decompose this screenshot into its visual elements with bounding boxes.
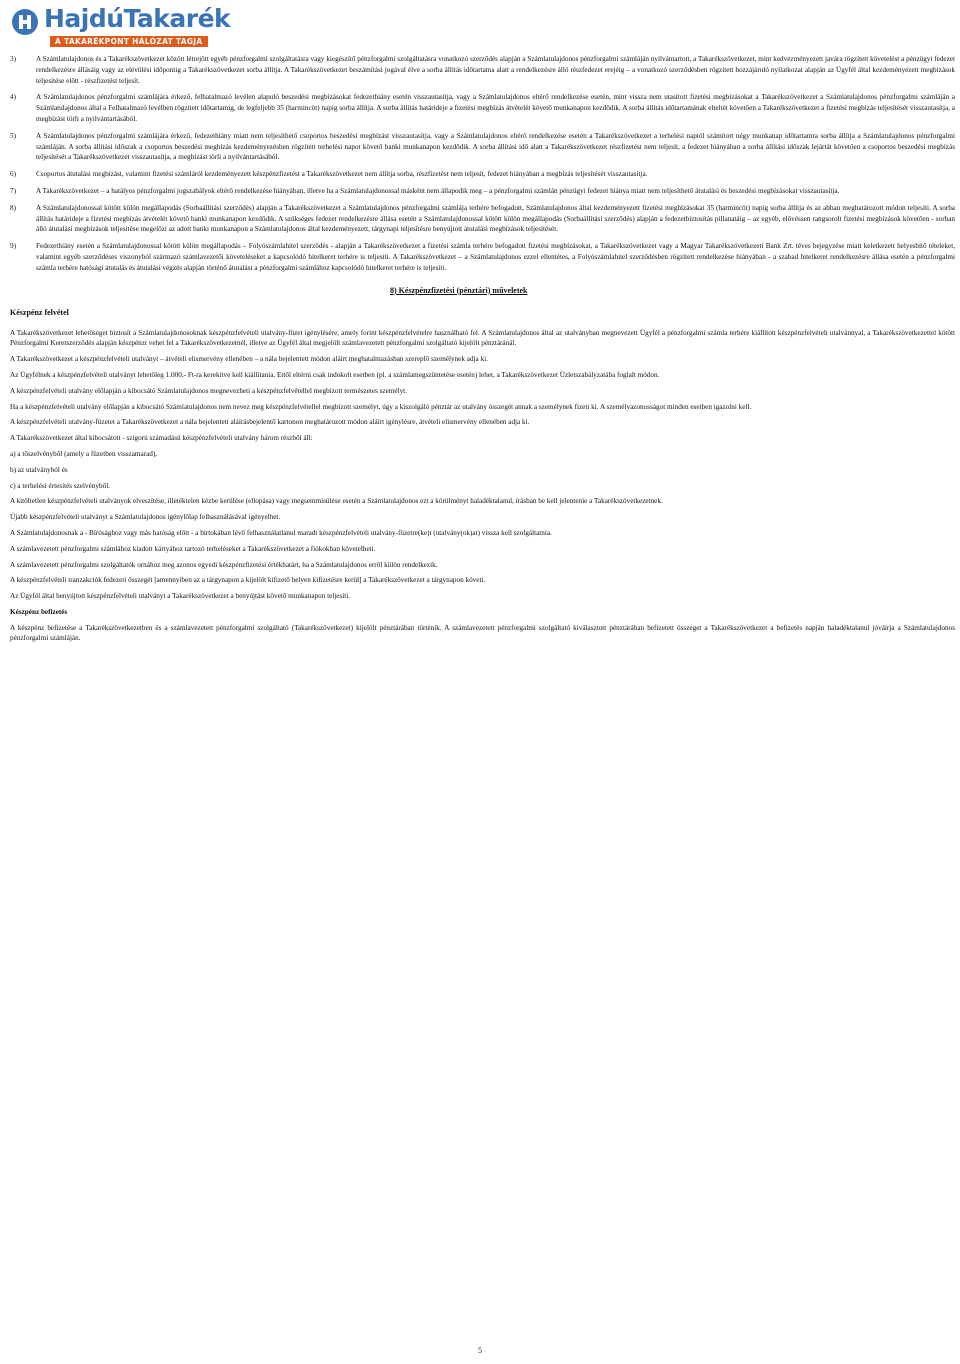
paragraph: A Takarékszövetkezet lehetőséget biztosít a Számlatulajdonosoknak készpénzfelvételi utalvány-füzet igénylésére, amely forint készpénzfelvételre használható fel. A Számlatulajdonos által az utalványban megnevezett Ügyfél a pénzforgalmi számla terhére kiállított készpénzfelvételi utalvánnyal, a Takarékszövetkezettel kötött Pénzforgalmi Keretszerződés alapján készpénzt vehet fel a Takarékszövetkezetnél, illetve az Ügyfél által megjelölt számlavezetett pénzforgalmi szolgáltató kijelölt pénztáránál.	[10, 328, 955, 348]
subheading-cash-deposit: Készpénz befizetés	[10, 607, 68, 616]
section-number: 4)	[10, 93, 16, 102]
section-4	[10, 92, 955, 124]
brand-logo	[10, 4, 240, 50]
section-text: A Számlatulajdonos pénzforgalmi számlájára érkező, fedezethiány miatt nem teljesíthető csoportos beszedési megbízást visszautasítja, vagy a Számlatulajdonos eltérő rendelkezése esetén a Takarékszövetkezet a terhelési naptól számított négy munkanap időtartamra sorba állítja a Számlatulajdonos pénzforgalmi számláján. A sorba állítási időszak a csoportos beszedési megbízás kezdeményezésben rögzített terhelési napot követő banki munkanapon kezdődik. A sorba állítási idő alatt a Takarékszövetkezet részfizetést nem teljesít, a fedezet hiányában a sorba állítási időszak lejártát követően a csoportos beszedési megbízás teljesítését a Takarékszövetkezet visszautasítja, a megbízást törli a nyilvántartásából.	[36, 131, 955, 162]
section-number: 5)	[10, 131, 16, 140]
paragraph: A kitöltetlen készpénzfelvételi utalványok elveszítése, illetéktelen kézbe kerülése (ellopása) vagy megsemmisülése esetén a Számlatulajdonos ezt a körülményt haladéktalanul, írásban be kell jelentenie a Takarékszövetkezetnek.	[10, 497, 663, 506]
section-8	[10, 203, 955, 235]
section-3	[10, 54, 955, 86]
section-text: A Számlatulajdonos és a Takarékszövetkezet között létrejött egyéb pénzforgalmi szolgáltatásra vagy kiegészítő pénzforgalmi szolgáltatásra vonatkozó szerződés alapján a Számlatulajdonos pénzforgalmi számláján nyilvántartott, a Takarékszövetkezet, mint kedvezményezett javára rögzített követelést a pénzügyi fedezet rendelkezésre állásáig vagy az elévülési időpontig a Takarékszövetkezet sorba állítja. A Takarékszövetkezet beszámítási jogával élve a sorba állítás időtartama alatt a rendelkezésre álló részfedezet erejéig – a vonatkozó szerződésben rögzített hozzájáruló nyilatkozat alapján az Ügyfél által kezdeményezett megbízások teljesítése előtt - részfizetést teljesít.	[36, 55, 955, 85]
section-number: 9)	[10, 242, 16, 251]
section-text: Csoportos átutalási megbízást, valamint fizetési számláról kezdeményezett készpénzfizetést a Takarékszövetkezet nem állítja sorba, részfizetést nem teljesít, fedezet hiányában a megbízás teljesítését visszautasítja.	[36, 170, 648, 179]
paragraph: A számlavezetett pénzforgalmi szolgáltatók ornához meg azonos egyedi készpénzfizetési értékhatárt, ha a Számlatulajdonos erről külön rendelkezik.	[10, 560, 438, 569]
paragraph: A készpénzfelvételi utalvány-füzetet a Takarékszövetkezet a nála bejelentett aláírásbejelentő kartonon meghatározott módon aláírt igénylésre, átvételi elismervény ellenében adja ki.	[10, 418, 530, 427]
section-5	[10, 131, 955, 163]
section-6	[10, 169, 955, 180]
paragraph: A készpénzfelvételi tranzakciók fedezeti összegét [amennyiben az a tárgynapon a kijelölt kifizető helyen kifizetésre kerül] a Takarékszövetkezet a tárgynapon követi.	[10, 576, 486, 585]
paragraph: Az Ügyfélnek a készpénzfelvételi utalványt lehetőleg 1.000,- Ft-ra kerekítve kell kiállítania. Ettől eltérni csak indokolt esetben (pl. a számlamegszüntetése esetén) lehet, a Takarékszövetkezet Üzletszabályzatába foglalt módon.	[10, 370, 660, 379]
brand-part-2: Takarék	[123, 4, 231, 33]
paragraph: A Takarékszövetkezet által kibocsátott - szigorú számadású készpénzfelvételi utalvány három részből áll:	[10, 434, 313, 443]
section-number: 6)	[10, 170, 16, 179]
list-item: b) az utalványból és	[10, 465, 68, 474]
list-item: c) a terhelési értesítés szelvényből.	[10, 481, 110, 490]
paragraph: A készpénzfelvételi utalvány előlapján a kibocsátó Számlatulajdonos megnevezheti a készpénzfelvétellel megbízott természetes személyt.	[10, 386, 407, 395]
brand-mark-icon	[10, 7, 40, 37]
brand-part-1: Hajdú	[44, 4, 124, 33]
section-number: 3)	[10, 55, 16, 63]
paragraph: Újabb készpénzfelvételi utalványt a Számlatulajdonos igénylőlap felhasználásával igényelhet.	[10, 513, 281, 522]
paragraph: A számlavezetett pénzforgalmi számlához kiadott kártyához tartozó terheléseket a Takarékszövetkezet a fiókokban követelheti.	[10, 544, 376, 553]
document-body	[10, 54, 955, 649]
section-9	[10, 241, 955, 273]
section-number: 7)	[10, 186, 16, 195]
paragraph: A készpénz befizetése a Takarékszövetkezetben és a számlavezetett pénzforgalmi szolgáltató (Takarékszövetkezet) kijelölt pénztárában történik. A számlavezetett pénzforgalmi szolgáltató kiválasztott pénztárában befizetett összeget a Takarékszövetkezet a befizetés napján haladéktalanul jóváírja a Számlatulajdonos pénzforgalmi számláján.	[10, 623, 955, 643]
page-number: 5	[478, 1346, 482, 1355]
section-number: 8)	[10, 203, 16, 212]
paragraph: Ha a készpénzfelvételi utalvány előlapján a kibocsátó Számlatulajdonos nem nevez meg készpénzfelvétellel megbízott személyt, úgy a kiszolgáló pénztár az utalvány összegét annak a személynek fizeti ki. A személyazonosságot minden esetben igazolni kell.	[10, 402, 752, 411]
section-text: A Takarékszövetkezet – a hatályos pénzforgalmi jogszabályok eltérő rendelkezése hiányában, illetve ha a Számlatulajdonossal másként nem állapodik meg – a pénzforgalmi számlán pénzügyi fedezet hiánya miatt nem teljesíthető átutalási és beszedési megbízásokat visszautasítja.	[36, 186, 840, 195]
list-item: a) a tőszelvényből (amely a füzetben visszamarad),	[10, 449, 158, 458]
section-7	[10, 186, 955, 197]
paragraph: A Takarékszövetkezet a készpénzfelvételi utalványt – átvételi elismervény ellenében – a nála bejelentett módon aláírt meghatalmazásban szereplő személynek adja ki.	[10, 355, 488, 364]
section-text: Fedezethiány esetén a Számlatulajdonossal kötött külön megállapodás – Folyószámlahitel szerződés - alapján a Takarékszövetkezet a fizetési számla terhére befogadott fizetési megbízásokat, a Takarékszövetkezet vagy a Magyar Takarékszövetkezeti Bank Zrt. téves bejegyzése miatt keletkezett helyesbítő tételeket, valamint egyéb szerződéses viszonyból származó számlavezetői követeléseket a kapcsolódó hitelkeret terhére is teljesíti. A Takarékszövetkezet – a Számlatulajdonos ezzel ellentétes, a Folyószámlahitel szerződésben rögzített rendelkezése hiányában - a szabad hitelkeret rendelkezésre állása esetén a pénzforgalmi számla terhére hatósági átutalás és átutalási végzés alapján történő átutalást a pénzforgalmi számlához kapcsolódó hitelkeret terhére is teljesíti.	[36, 242, 955, 272]
paragraph: Az Ügyfél által benyújtott készpénzfelvételi utalványt a Takarékszövetkezet a benyújtást követő munkanapon teljesíti.	[10, 592, 351, 601]
section-text: A Számlatulajdonos pénzforgalmi számlájára érkező, felhatalmazó levélen alapuló beszedési megbízásokat fedezethiány esetén visszautasítja, vagy a Számlatulajdonos eltérő rendelkezése esetén, mint vissza nem utasított fizetési megbízásokat a Takarékszövetkezet a Számlatulajdonos pénzforgalmi számláján a Számlatulajdonos által a Felhatalmazó levélben rögzített időtartamig, de legfeljebb 35 (harmincöt) napig sorba állítja. A sorba állítás határideje a fizetési megbízás átvételét követő munkanapon kezdődik. A sorba állítás időtartamának elteltét követően a Takarékszövetkezet a fizetési megbízás teljesítését visszautasítja, a megbízást törli a nyilvántartásából.	[36, 93, 955, 123]
brand-name	[44, 4, 230, 33]
brand-tagline: A TAKARÉKPONT HÁLÓZAT TAGJA	[50, 36, 208, 47]
subheading-cash-withdrawal: Készpénz felvétel	[10, 307, 69, 317]
chapter-title: 8) Készpénzfizetési (pénztári) műveletek	[390, 285, 528, 295]
chapter-heading-row	[10, 280, 955, 322]
section-text: A Számlatulajdonossal kötött külön megállapodás (Sorbaállítási szerződés) alapján a Takarékszövetkezet a Számlatulajdonos pénzforgalmi számlája terhére befogadott, Számlatulajdonos által kezdeményezett fizetési megbízásokat 35 (harmincöt) napig sorba állítja és az abban meghatározott módon teljesíti. A sorba állítás határideje a fizetési megbízás átvételét követő banki munkanapon kezdődik. A szükséges fedezet rendelkezésre állása esetén a Számlatulajdonossal kötött külön megállapodás (Sorbaállítási szerződés) alapján a fedezetbiztosítás pillanatáig – az egyéb, elővéssen rangsorolt fizetési megbízások követően - sorban álló átutalási megbízások teljesítése megelőzi az adott banki munkanapon a Számlatulajdonos által kezdeményezett, tárgynapi teljesítésre benyújtott átutalási megbízások teljesítését.	[36, 203, 955, 234]
paragraph: A Számlatulajdonosnak a - Bírósághoz vagy más hatóság előtt - a birtokában lévő felhasználatlanul maradt készpénzfelvételi utalvány-füzetre(ke)t (utalvány(ok)at) vissza kell szolgáltatnia.	[10, 528, 552, 537]
